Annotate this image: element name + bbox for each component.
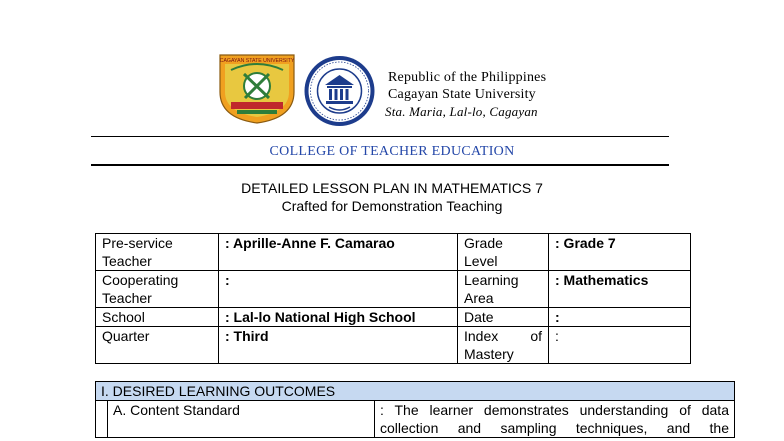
header-divider-bottom bbox=[91, 164, 669, 166]
info-label-text: Index bbox=[464, 328, 499, 344]
info-label bbox=[458, 327, 549, 364]
document-subtitle: Crafted for Demonstration Teaching bbox=[281, 198, 503, 214]
info-label: School bbox=[96, 308, 219, 327]
info-label bbox=[96, 234, 219, 271]
lesson-info-table bbox=[95, 233, 691, 364]
info-value: : Lal-lo National High School bbox=[219, 308, 458, 327]
info-value: : Aprille-Anne F. Camarao bbox=[219, 234, 458, 271]
table-row bbox=[96, 271, 691, 308]
document-title: DETAILED LESSON PLAN IN MATHEMATICS 7 bbox=[241, 180, 543, 196]
learning-outcomes-table bbox=[95, 381, 735, 438]
university-location: Sta. Maria, Lal-lo, Cagayan bbox=[385, 104, 538, 119]
table-row bbox=[96, 234, 691, 271]
info-label-text: Area bbox=[464, 290, 494, 306]
header-divider-top bbox=[91, 136, 669, 137]
info-label-text: Teacher bbox=[102, 253, 152, 269]
cte-logo-icon bbox=[301, 55, 378, 127]
info-label-line bbox=[464, 327, 542, 345]
info-label-text: Pre-service bbox=[102, 235, 173, 251]
info-label-text: Mastery bbox=[464, 346, 514, 362]
republic-text: Republic of the Philippines bbox=[388, 70, 547, 85]
info-value: : bbox=[549, 308, 691, 327]
info-label: Date bbox=[458, 308, 549, 327]
info-label bbox=[96, 271, 219, 308]
info-label-text: Cooperating bbox=[102, 272, 179, 288]
college-name: COLLEGE OF TEACHER EDUCATION bbox=[269, 144, 515, 159]
section-title: I. DESIRED LEARNING OUTCOMES bbox=[96, 382, 735, 401]
table-row bbox=[96, 327, 691, 364]
info-label-text: of bbox=[530, 328, 542, 344]
info-label: Quarter bbox=[96, 327, 219, 364]
content-standard-label: A. Content Standard bbox=[108, 401, 375, 438]
info-value: : Grade 7 bbox=[549, 234, 691, 271]
info-value: : Third bbox=[219, 327, 458, 364]
csu-logo-text: CAGAYAN STATE UNIVERSITY bbox=[219, 58, 295, 64]
info-value: : bbox=[549, 327, 691, 364]
content-standard-text: : The learner demonstrates understanding of data collection and sampling techniques, and the bbox=[375, 401, 735, 438]
info-label bbox=[458, 271, 549, 308]
table-row bbox=[96, 308, 691, 327]
csu-logo-icon bbox=[217, 52, 297, 125]
university-name: Cagayan State University bbox=[388, 87, 536, 102]
info-label-text: Grade bbox=[464, 235, 503, 251]
table-row bbox=[96, 401, 735, 438]
info-label bbox=[458, 234, 549, 271]
indent-cell bbox=[96, 401, 108, 438]
info-value: : Mathematics bbox=[549, 271, 691, 308]
section-header-row bbox=[96, 382, 735, 401]
info-label-text: Learning bbox=[464, 272, 519, 288]
info-label-text: Level bbox=[464, 253, 498, 269]
info-value: : bbox=[219, 271, 458, 308]
info-label-text: Teacher bbox=[102, 290, 152, 306]
